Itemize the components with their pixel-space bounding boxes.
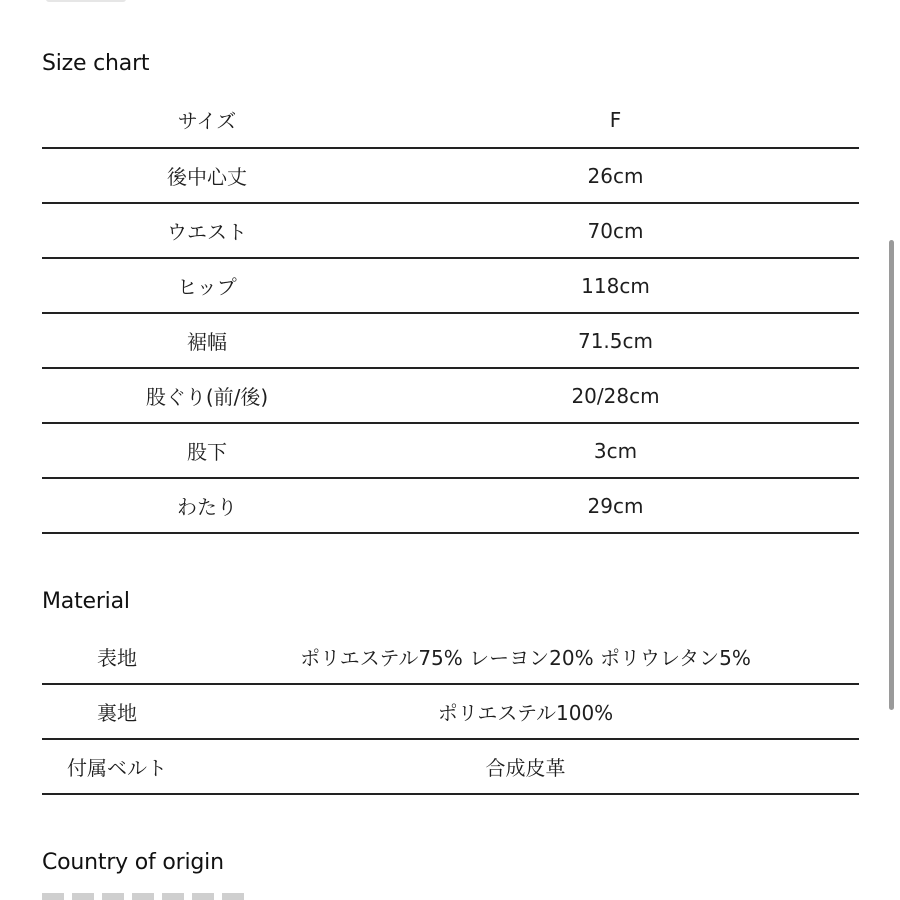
size-row-value: 118cm	[581, 273, 650, 298]
size-row-value: 3cm	[593, 438, 638, 463]
size-row-thigh	[42, 479, 859, 534]
material-row-label: 表地	[97, 646, 137, 670]
size-row-label: わたり	[177, 495, 237, 519]
material-row-label: 付属ベルト	[67, 756, 167, 780]
material-row-value: 合成皮革	[485, 756, 566, 780]
size-row-label: 後中心丈	[167, 165, 247, 189]
size-row-rise	[42, 369, 859, 424]
vertical-scrollbar[interactable]	[884, 0, 900, 900]
size-row-value: 70cm	[587, 218, 644, 243]
size-row-label: 股下	[187, 440, 227, 464]
size-row-hip	[42, 259, 859, 314]
size-row-back-length	[42, 149, 859, 204]
size-row-label: ヒップ	[177, 275, 237, 299]
size-row-value: 20/28cm	[571, 383, 660, 408]
size-row-hem-width	[42, 314, 859, 369]
size-chart-title: Size chart	[42, 51, 150, 76]
cropped-origin-value-fragment	[42, 893, 252, 900]
material-row-outer	[42, 630, 859, 685]
size-row-value: 71.5cm	[577, 328, 653, 353]
material-row-lining	[42, 685, 859, 740]
cropped-header-fragment	[46, 0, 126, 2]
size-row-waist	[42, 204, 859, 259]
size-row-label: 股ぐり(前/後)	[145, 385, 269, 409]
country-of-origin-title: Country of origin	[42, 850, 224, 875]
size-row-label: 裾幅	[187, 330, 227, 354]
size-row-label: ウエスト	[167, 220, 247, 244]
size-row-value: 29cm	[587, 493, 644, 518]
size-chart-table	[42, 92, 859, 534]
size-row-label: サイズ	[177, 109, 237, 133]
material-title: Material	[42, 589, 130, 614]
size-row-value: F	[609, 107, 622, 132]
size-row-inseam	[42, 424, 859, 479]
material-row-value: ポリエステル75% レーヨン20% ポリウレタン5%	[300, 646, 751, 670]
material-table	[42, 630, 859, 795]
scrollbar-thumb[interactable]	[889, 240, 894, 710]
size-row-size	[42, 92, 859, 149]
size-row-value: 26cm	[587, 163, 644, 188]
material-row-belt	[42, 740, 859, 795]
material-row-value: ポリエステル100%	[437, 701, 614, 725]
material-row-label: 裏地	[97, 701, 137, 725]
